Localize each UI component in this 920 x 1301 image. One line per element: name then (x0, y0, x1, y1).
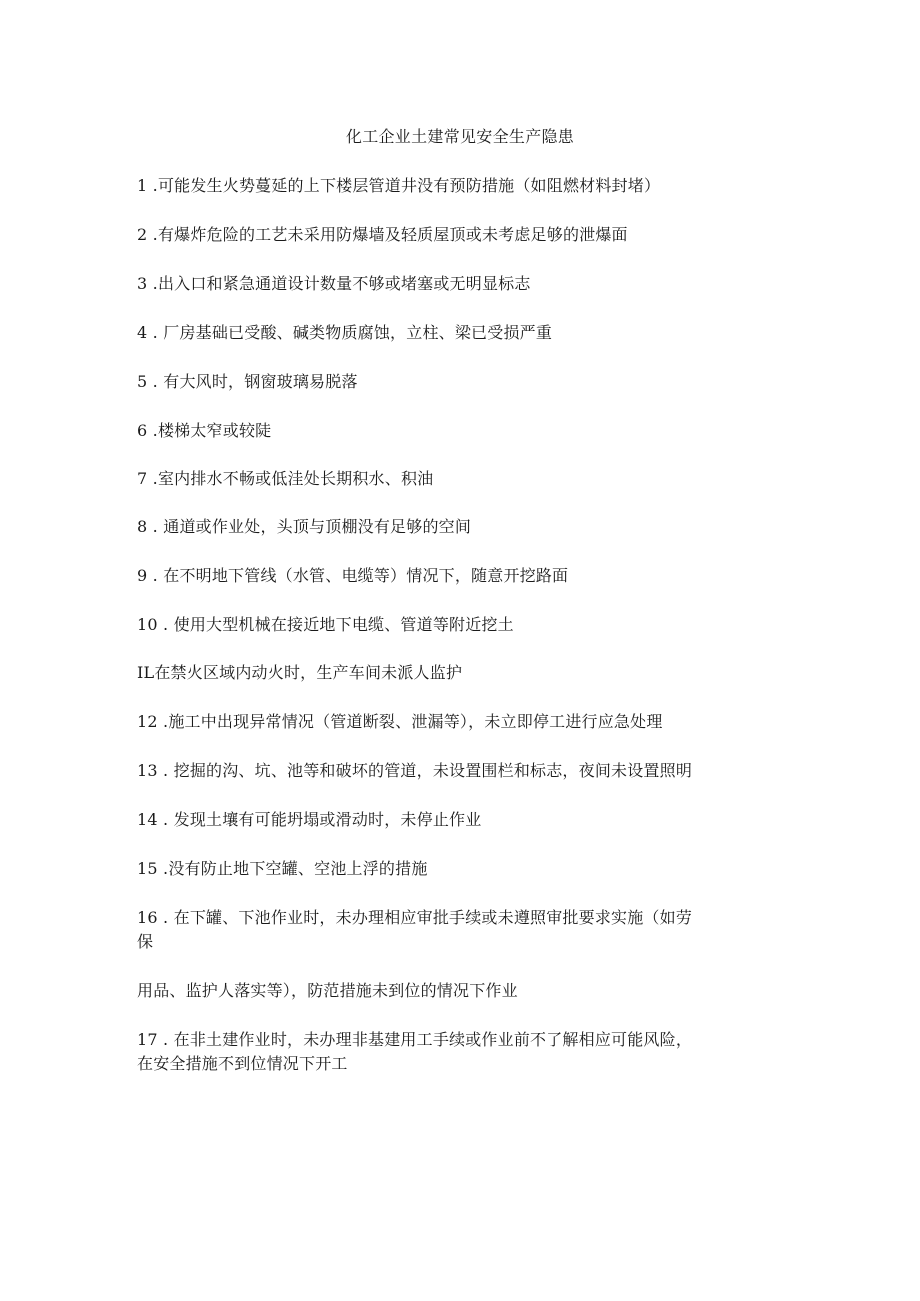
hazard-item-6: 6 .楼梯太窄或较陡 (137, 421, 272, 440)
hazard-item-17-continued: 在安全措施不到位情况下开工 (137, 1054, 348, 1073)
hazard-item-14: 14 . 发现土壤有可能坍塌或滑动时，未停止作业 (137, 810, 482, 829)
hazard-item-2: 2 .有爆炸危险的工艺未采用防爆墙及轻质屋顶或未考虑足够的泄爆面 (137, 225, 628, 244)
hazard-item-8: 8 . 通道或作业处，头顶与顶棚没有足够的空间 (137, 517, 472, 536)
hazard-item-17: 17 . 在非土建作业时，未办理非基建用工手续或作业前不了解相应可能风险， (137, 1030, 693, 1049)
hazard-item-4: 4 . 厂房基础已受酸、碱类物质腐蚀，立柱、梁已受损严重 (137, 323, 553, 342)
hazard-item-16-wrap: 保 (137, 932, 154, 951)
document-title: 化工企业土建常见安全生产隐患 (345, 127, 575, 146)
hazard-item-5: 5 . 有大风时，钢窗玻璃易脱落 (137, 372, 358, 391)
hazard-item-9: 9 . 在不明地下管线（水管、电缆等）情况下，随意开挖路面 (137, 566, 569, 585)
hazard-item-16-continued: 用品、监护人落实等），防范措施未到位的情况下作业 (137, 981, 518, 1000)
hazard-item-13: 13 . 挖掘的沟、坑、池等和破坏的管道，未设置围栏和标志，夜间未设置照明 (137, 761, 693, 780)
hazard-item-1: 1 .可能发生火势蔓延的上下楼层管道井没有预防措施（如阻燃材料封堵） (137, 176, 661, 195)
hazard-item-10: 10 . 使用大型机械在接近地下电缆、管道等附近挖土 (137, 615, 514, 634)
hazard-item-11: IL在禁火区域内动火时，生产车间未派人监护 (137, 663, 463, 682)
hazard-item-3: 3 .出入口和紧急通道设计数量不够或堵塞或无明显标志 (137, 274, 531, 293)
hazard-item-15: 15 .没有防止地下空罐、空池上浮的措施 (137, 859, 428, 878)
hazard-item-12: 12 .施工中出现异常情况（管道断裂、泄漏等），未立即停工进行应急处理 (137, 712, 663, 731)
hazard-item-7: 7 .室内排水不畅或低洼处长期积水、积油 (137, 469, 434, 488)
hazard-item-16: 16 . 在下罐、下池作业时，未办理相应审批手续或未遵照审批要求实施（如劳 (137, 908, 693, 927)
